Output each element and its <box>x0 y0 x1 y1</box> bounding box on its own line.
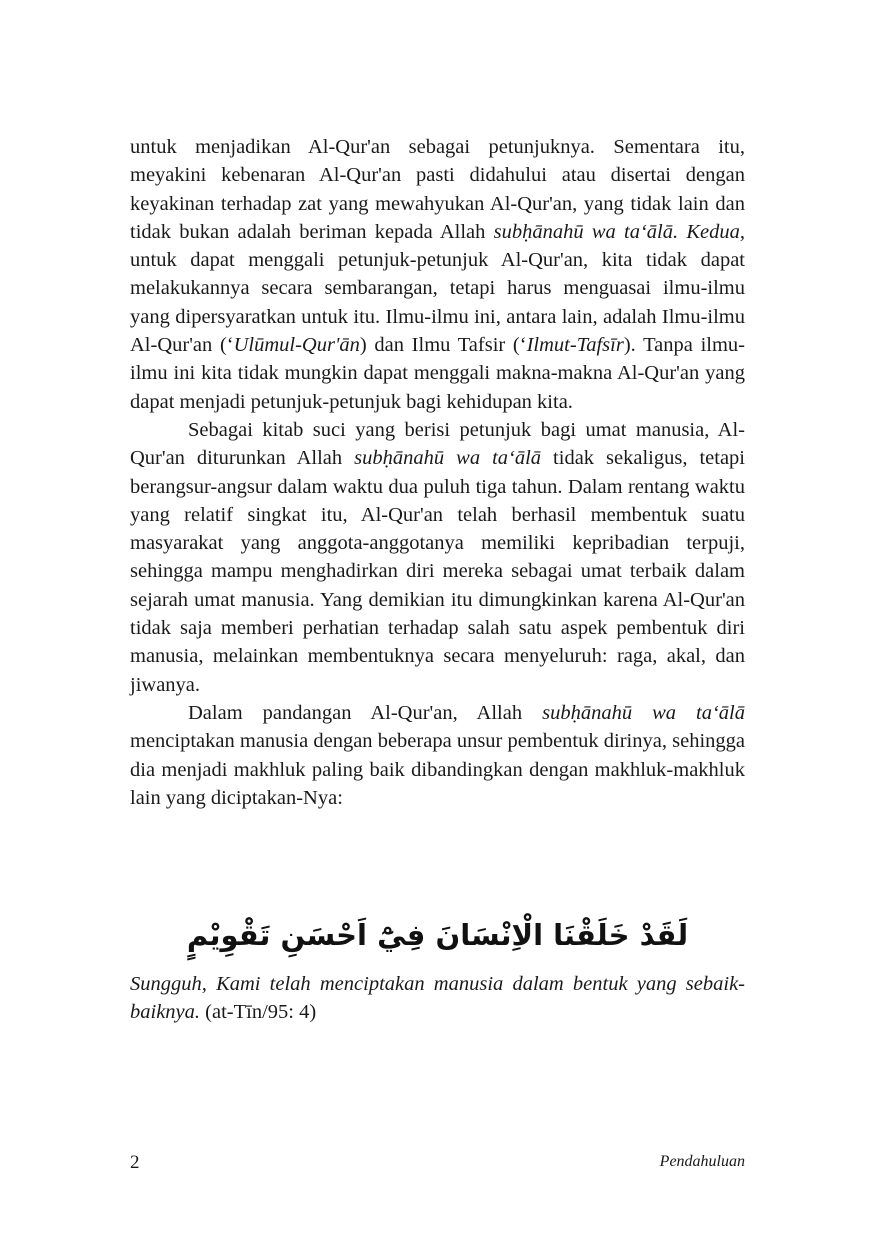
paragraph-3 <box>130 699 745 812</box>
p3-text-1: Dalam pandangan Al-Qur'an, Allah <box>188 701 543 724</box>
translation-text: Sungguh, Kami telah menciptakan manusia dalam bentuk yang sebaik-baiknya. <box>130 973 745 1024</box>
p1-text-3: ) dan Ilmu Tafsir (‘ <box>359 334 527 357</box>
p1-italic-3: Ilmut-Tafsīr <box>526 334 624 357</box>
p2-text-1: Sebagai kitab suci yang berisi petunjuk bagi umat manusia, Al-Qur'an diturunkan Allah <box>130 418 745 470</box>
p1-text-4: ). Tanpa ilmu-ilmu ini kita tidak mungkin dapat menggali makna-makna Al-Qur'an yang dapat menjadi petunjuk-petunjuk bagi kehidupan kita. <box>130 334 745 413</box>
paragraph-1 <box>130 133 745 416</box>
verse-translation <box>130 970 745 1027</box>
paragraph-2 <box>130 416 745 699</box>
main-text <box>130 133 745 812</box>
p3-text-2: menciptakan manusia dengan beberapa unsur pembentuk dirinya, sehingga dia menjadi makhluk paling baik dibandingkan dengan makhluk-makhluk lain yang diciptakan-Nya: <box>130 730 745 809</box>
arabic-verse: لَقَدْ خَلَقْنَا الْاِنْسَانَ فِيْٓ اَحْسَنِ تَقْوِيْمٍ <box>186 918 689 952</box>
p2-italic-1: subḥānahū wa ta‘ālā <box>354 447 542 470</box>
verse-reference: (at-Tīn/95: 4) <box>200 1001 317 1024</box>
page-number: 2 <box>130 1152 140 1173</box>
running-title: Pendahuluan <box>659 1153 745 1170</box>
p1-italic-1: subḥānahū wa ta‘ālā. Kedua, <box>493 220 745 243</box>
p1-italic-2: Ulūmul-Qur'ān <box>233 334 360 357</box>
p1-text-2: untuk dapat menggali petunjuk-petunjuk Al-Qur'an, kita tidak dapat melakukannya secara sembarangan, tetapi harus menguasai ilmu-ilmu yang dipersyaratkan untuk itu. Ilmu-ilmu ini, antara lain, adalah Ilmu-ilmu Al-Qur'an (‘ <box>130 249 745 357</box>
p3-italic-1: subḥānahū wa ta‘ālā <box>542 701 745 724</box>
p2-text-2: tidak sekaligus, tetapi berangsur-angsur dalam waktu dua puluh tiga tahun. Dalam rentang waktu yang relatif singkat itu, Al-Qur'an telah berhasil membentuk suatu masyarakat yang anggota-anggotanya memiliki kepribadian terpuji, sehingga mampu menghadirkan diri mereka sebagai umat terbaik dalam sejarah umat manusia. Yang demikian itu dimungkinkan karena Al-Qur'an tidak saja memberi perhatian terhadap salah satu aspek pembentuk diri manusia, melainkan membentuknya secara menyeluruh: raga, akal, dan jiwanya. <box>130 447 745 696</box>
p1-text-1: untuk menjadikan Al-Qur'an sebagai petunjuknya. Sementara itu, meyakini kebenaran Al-Qur'an pasti didahului atau disertai dengan keyakinan terhadap zat yang mewahyukan Al-Qur'an, yang tidak lain dan tidak bukan adalah beriman kepada Allah <box>130 136 745 243</box>
